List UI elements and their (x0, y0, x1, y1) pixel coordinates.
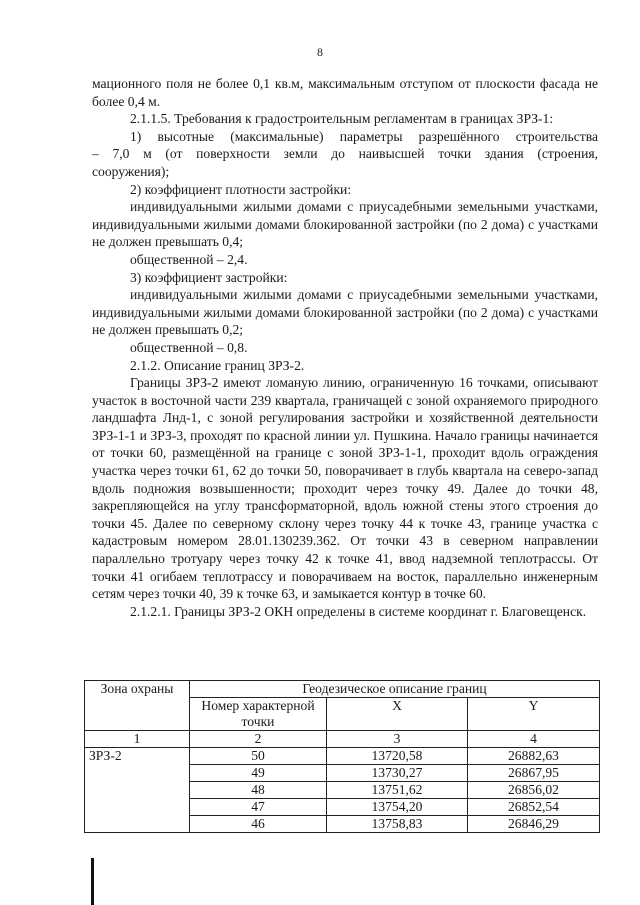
building-coefficient-item: 3) коэффициент застройки: (130, 269, 288, 285)
y-cell: 26882,63 (468, 748, 600, 765)
x-cell: 13754,20 (327, 799, 468, 816)
paragraph-continuation: мационного поля не более 0,1 кв.м, максимальным отступом от плоскости фасада не более 0,4 м. (92, 76, 598, 109)
header-geo-cell: Геодезическое описание границ (190, 681, 600, 698)
column-number-cell: 2 (190, 731, 327, 748)
y-cell: 26867,95 (468, 765, 600, 782)
density-public-text: общественной – 2,4. (130, 251, 248, 267)
column-number-cell: 4 (468, 731, 600, 748)
point-cell: 47 (190, 799, 327, 816)
page-number: 8 (317, 45, 323, 59)
zrz2-boundary-description: Границы ЗРЗ-2 имеют ломаную линию, ограниченную 16 точками, описывают участок в восточной части 239 квартала, граничащей с зоной охраняемого природного ландшафта Лнд-1, с зоной регулирования застройки и хозяйственной деятельности ЗРЗ-1-1 и ЗРЗ-3, проходят по красной линии ул. Пушкина. Начало границы начинается от точки 60, размещённой на границе с зоной ЗРЗ-1-1, проходит вдоль ограждения участка через точки 61, 62 до точки 50, поворачивает в глубь квартала на северо-запад вдоль подножия возвышенности; проходит через точку 49. Далее до точки 48, закрепляющейся на углу трансформаторной, вдоль южной стены этого строения до точки 45. Далее по северному склону через точку 44 к точке 43, границе участка с кадастровым номером 28.01.130239.362. От точки 43 в северном направлении параллельно тротуару через точку 42 к точке 41, ввод надземной теплотрассы. От точки 41 огибаем теплотрассу и поворачиваем на восток, параллельно инженерным сетям через точки 40, 39 к точке 63, и замыкается контур в точке 60. (92, 375, 598, 602)
x-cell: 13730,27 (327, 765, 468, 782)
building-residential-text: индивидуальными жилыми домами с приусадебными земельными участками, индивидуальными жилыми домами блокированной застройки (по 2 дома) с участками не должен превышать 0,2; (92, 287, 598, 338)
section-2-1-2-heading: 2.1.2. Описание границ ЗРЗ-2. (130, 357, 305, 373)
density-coefficient-item: 2) коэффициент плотности застройки: (130, 181, 352, 197)
coordinates-table (84, 680, 600, 833)
point-cell: 49 (190, 765, 327, 782)
column-number-row (85, 731, 600, 748)
y-cell: 26852,54 (468, 799, 600, 816)
height-parameters-item: 1) высотные (максимальные) параметры разрешённого строительства – 7,0 м (от поверхности земли до наивысшей точки здания (строения, сооружения); (92, 128, 598, 179)
point-cell: 46 (190, 816, 327, 833)
section-2-1-1-5-heading: 2.1.1.5. Требования к градостроительным регламентам в границах ЗРЗ-1: (130, 111, 554, 127)
header-zone-cell: Зона охраны (85, 681, 190, 731)
x-cell: 13720,58 (327, 748, 468, 765)
x-cell: 13758,83 (327, 816, 468, 833)
column-number-cell: 3 (327, 731, 468, 748)
x-cell: 13751,62 (327, 782, 468, 799)
point-cell: 48 (190, 782, 327, 799)
table-header-row (85, 681, 600, 698)
header-y-cell: Y (468, 698, 600, 731)
document-body (92, 75, 598, 620)
point-cell: 50 (190, 748, 327, 765)
y-cell: 26856,02 (468, 782, 600, 799)
binder-mark (91, 858, 94, 905)
header-x-cell: X (327, 698, 468, 731)
density-residential-text: индивидуальными жилыми домами с приусадебными земельными участками, индивидуальными жилыми домами блокированной застройки (по 2 дома) с участками не должен превышать 0,4; (92, 199, 598, 250)
section-2-1-2-1-coordinates-intro: 2.1.2.1. Границы ЗРЗ-2 ОКН определены в системе координат г. Благовещенск. (130, 603, 587, 619)
header-point-cell: Номер характерной точки (190, 698, 327, 731)
table-row (85, 748, 600, 765)
column-number-cell: 1 (85, 731, 190, 748)
building-public-text: общественной – 0,8. (130, 339, 248, 355)
y-cell: 26846,29 (468, 816, 600, 833)
zone-cell: ЗРЗ-2 (85, 748, 190, 833)
